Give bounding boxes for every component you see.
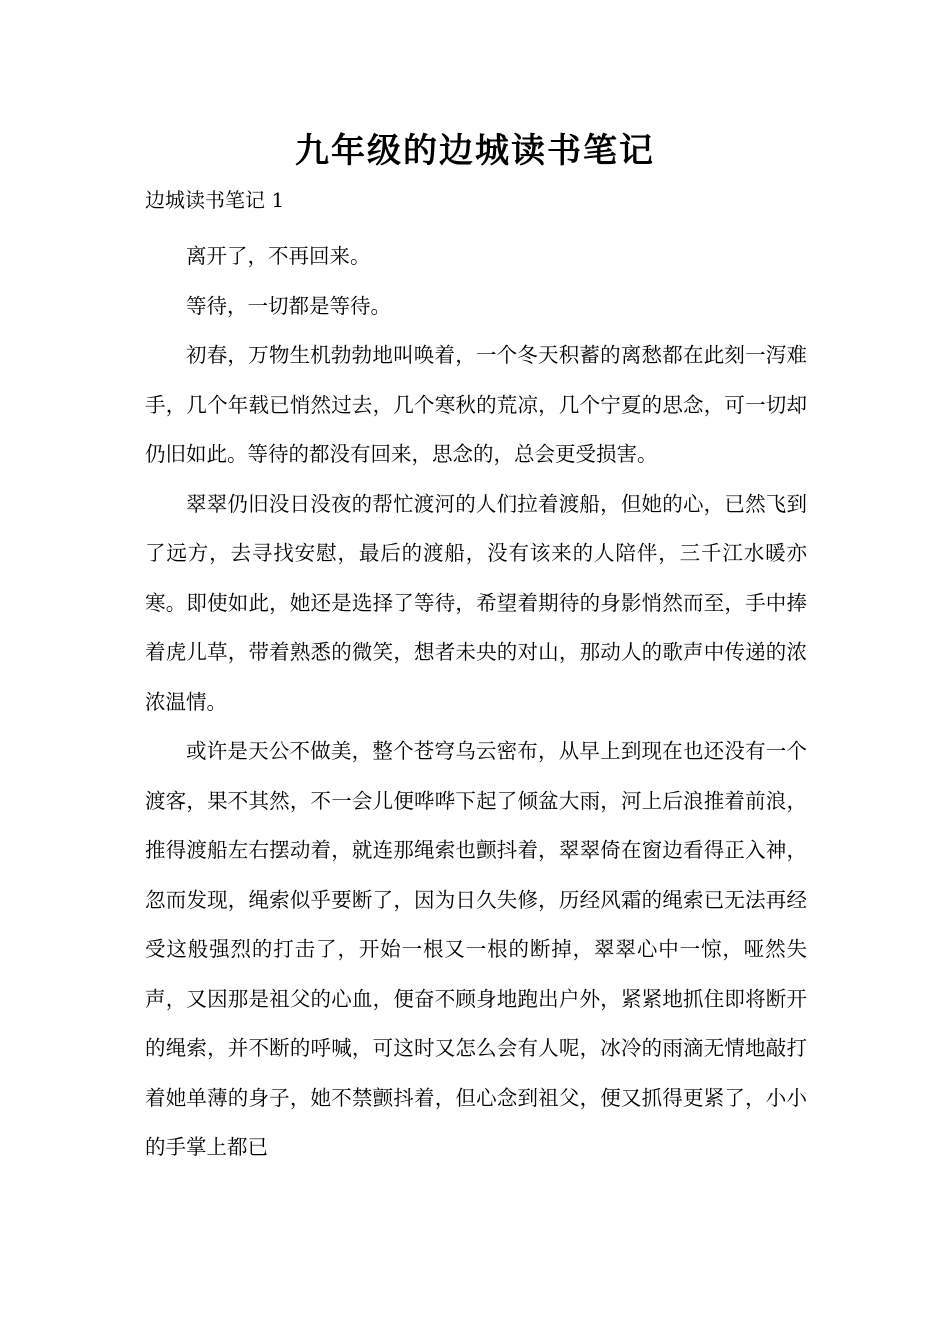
paragraph: 或许是天公不做美，整个苍穹乌云密布，从早上到现在也还没有一个渡客，果不其然，不一会儿便哗哗下起了倾盆大雨，河上后浪推着前浪，推得渡船左右摆动着，就连那绳索也颤抖着，翠翠倚在窗边看得正入神，忽而发现，绳索似乎要断了，因为日久失修，历经风霜的绳索已无法再经受这般强烈的打击了，开始一根又一根的断掉，翠翠心中一惊，哑然失声，又因那是祖父的心血，便奋不顾身地跑出户外，紧紧地抓住即将断开的绳索，并不断的呼喊，可这时又怎么会有人呢，冰冷的雨滴无情地敲打着她单薄的身子，她不禁颤抖着，但心念到祖父，便又抓得更紧了，小小的手掌上都已 <box>145 739 807 1159</box>
document-body <box>145 232 807 1173</box>
paragraph: 等待，一切都是等待。 <box>186 293 391 318</box>
paragraph: 初春，万物生机勃勃地叫唤着，一个冬天积蓄的离愁都在此刻一泻难手，几个年载已悄然过去，几个寒秋的荒凉，几个宁夏的思念，可一切却仍旧如此。等待的都没有回来，思念的，总会更受损害。 <box>145 343 807 466</box>
paragraph: 翠翠仍旧没日没夜的帮忙渡河的人们拉着渡船，但她的心，已然飞到了远方，去寻找安慰，最后的渡船，没有该来的人陪伴，三千江水暖亦寒。即使如此，她还是选择了等待，希望着期待的身影悄然而至，手中捧着虎儿草，带着熟悉的微笑，想者未央的对山，那动人的歌声中传递的浓浓温情。 <box>145 491 807 714</box>
document-title: 九年级的边城读书笔记 <box>295 131 655 171</box>
document-subtitle: 边城读书笔记 1 <box>145 188 285 212</box>
paragraph: 离开了，不再回来。 <box>186 244 371 268</box>
